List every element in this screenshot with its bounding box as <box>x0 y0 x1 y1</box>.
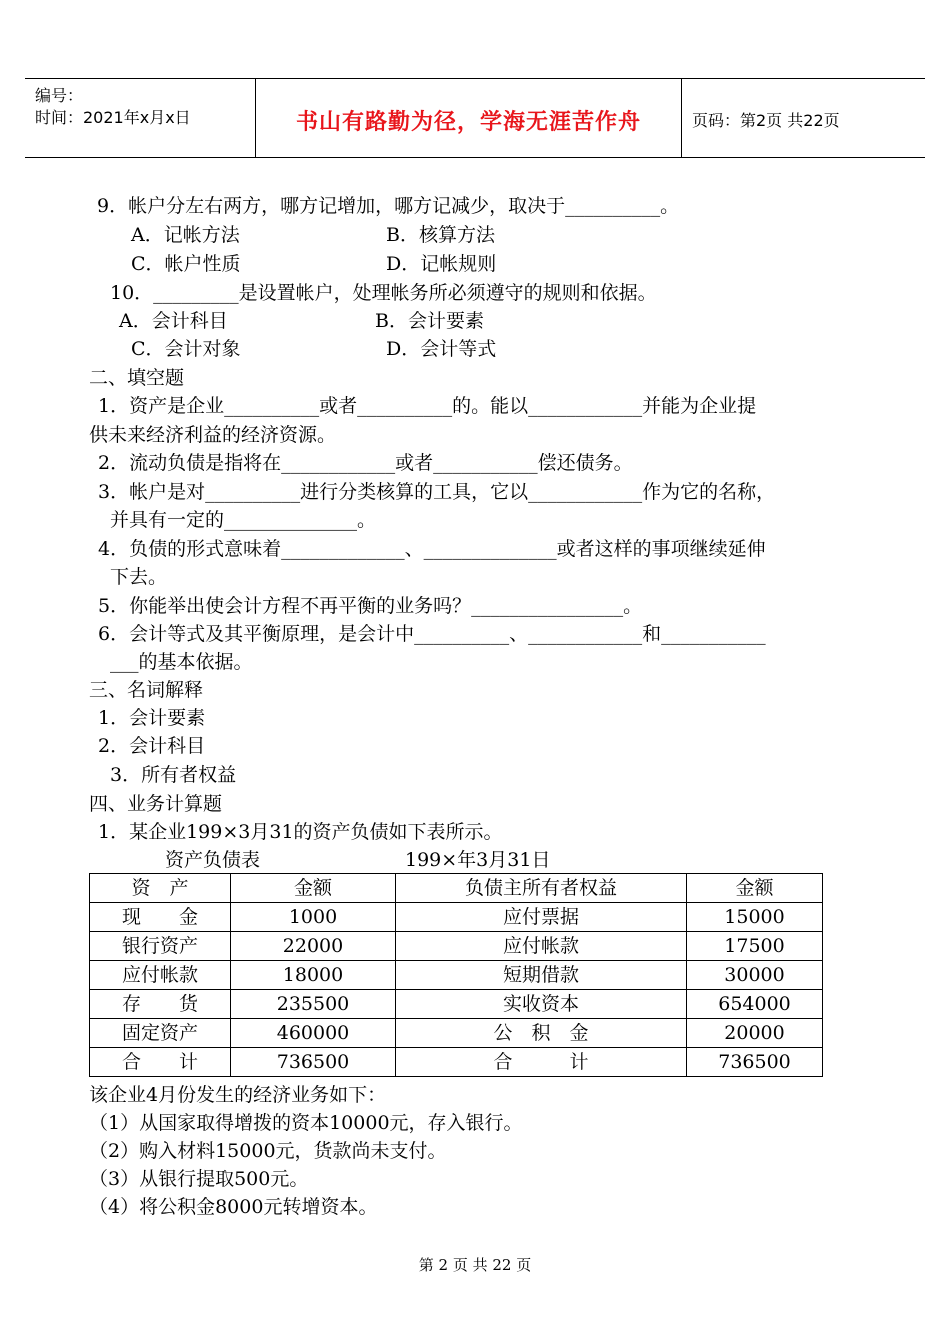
table-cell: 固定资产 <box>90 1019 231 1048</box>
fill-5: 5．你能举出使会计方程不再平衡的业务吗？________________。 <box>98 595 643 617</box>
transaction-1: （1）从国家取得增拨的资本10000元，存入银行。 <box>89 1112 523 1134</box>
table-cell: 应付票据 <box>396 903 687 932</box>
option-10d: D．会计等式 <box>386 338 497 360</box>
header-motto-cell <box>255 79 682 157</box>
table-cell: 1000 <box>231 903 396 932</box>
page-header <box>25 78 925 158</box>
table-cell: 654000 <box>687 990 823 1019</box>
table-cell: 应付帐款 <box>396 932 687 961</box>
fill-2: 2．流动负债是指将在____________或者___________偿还债务。 <box>98 452 633 474</box>
section-fill-blank: 二、填空题 <box>89 367 185 389</box>
table-row <box>90 990 823 1019</box>
option-10c: C．会计对象 <box>131 338 241 360</box>
calc-1-intro: 1．某企业199×3月31的资产负债如下表所示。 <box>98 821 503 843</box>
header-liabilities: 负债主所有者权益 <box>396 874 687 903</box>
fill-1-line2: 供未来经济利益的经济资源。 <box>89 424 337 446</box>
serial-label: 编号： <box>35 86 84 105</box>
header-amount: 金额 <box>687 874 823 903</box>
motto-text: 书山有路勤为径，学海无涯苦作舟 <box>295 110 641 135</box>
header-meta <box>25 79 255 157</box>
table-cell: 15000 <box>687 903 823 932</box>
page-footer: 第 2 页 共 22 页 <box>418 1256 532 1274</box>
table-cell: 18000 <box>231 961 396 990</box>
option-9c: C．帐户性质 <box>131 253 241 275</box>
table-row <box>90 903 823 932</box>
question-9: 9．帐户分左右两方，哪方记增加，哪方记减少，取决于__________。 <box>97 195 680 217</box>
table-cell: 235500 <box>231 990 396 1019</box>
table-cell: 应付帐款 <box>90 961 231 990</box>
fill-3-line1: 3．帐户是对__________进行分类核算的工具，它以____________作为它的名称， <box>98 481 776 503</box>
page-info: 页码：第2页 共22页 <box>692 111 840 130</box>
option-9a: A．记帐方法 <box>131 224 240 246</box>
section-calc: 四、业务计算题 <box>89 793 223 815</box>
option-9b: B．核算方法 <box>386 224 495 246</box>
time-label: 时间：2021年x月x日 <box>35 108 191 127</box>
transactions-intro: 该企业4月份发生的经济业务如下： <box>89 1084 387 1106</box>
transaction-4: （4）将公积金8000元转增资本。 <box>89 1196 378 1218</box>
fill-6-line2: ___的基本依据。 <box>110 651 253 673</box>
fill-3-line2: 并具有一定的______________。 <box>110 509 377 531</box>
table-cell: 736500 <box>231 1048 396 1077</box>
table-cell: 460000 <box>231 1019 396 1048</box>
table-cell: 短期借款 <box>396 961 687 990</box>
transaction-3: （3）从银行提取500元。 <box>89 1168 309 1190</box>
table-cell: 合 计 <box>90 1048 231 1077</box>
section-terms: 三、名词解释 <box>89 679 204 701</box>
option-9d: D．记帐规则 <box>386 253 497 275</box>
table-cell: 存 货 <box>90 990 231 1019</box>
table-date: 199×年3月31日 <box>405 849 551 871</box>
table-row <box>90 961 823 990</box>
term-1: 1．会计要素 <box>98 707 206 729</box>
option-10b: B．会计要素 <box>375 310 484 332</box>
table-cell: 实收资本 <box>396 990 687 1019</box>
table-cell: 现 金 <box>90 903 231 932</box>
header-page-cell <box>680 79 925 157</box>
header-assets: 资 产 <box>90 874 231 903</box>
table-title: 资产负债表 <box>165 849 261 871</box>
table-row <box>90 932 823 961</box>
fill-4-line2: 下去。 <box>110 566 168 588</box>
question-10: 10．_________是设置帐户，处理帐务所必须遵守的规则和依据。 <box>110 282 657 304</box>
table-cell: 17500 <box>687 932 823 961</box>
table-cell: 20000 <box>687 1019 823 1048</box>
table-row <box>90 1019 823 1048</box>
table-cell: 22000 <box>231 932 396 961</box>
transaction-2: （2）购入材料15000元，货款尚未支付。 <box>89 1140 447 1162</box>
table-header-row <box>90 874 823 903</box>
fill-1-line1: 1．资产是企业__________或者__________的。能以____________并能为企业提 <box>98 395 757 417</box>
option-10a: A．会计科目 <box>119 310 228 332</box>
fill-6-line1: 6．会计等式及其平衡原理，是会计中__________、____________和___________ <box>98 623 766 645</box>
term-3: 3．所有者权益 <box>110 764 237 786</box>
fill-4-line1: 4．负债的形式意味着_____________、______________或者这样的事项继续延伸 <box>98 538 766 560</box>
header-amount: 金额 <box>231 874 396 903</box>
table-total-row <box>90 1048 823 1077</box>
table-cell: 公 积 金 <box>396 1019 687 1048</box>
table-cell: 合 计 <box>396 1048 687 1077</box>
balance-sheet-table <box>89 873 823 1077</box>
table-cell: 736500 <box>687 1048 823 1077</box>
table-cell: 银行资产 <box>90 932 231 961</box>
term-2: 2．会计科目 <box>98 735 206 757</box>
table-cell: 30000 <box>687 961 823 990</box>
